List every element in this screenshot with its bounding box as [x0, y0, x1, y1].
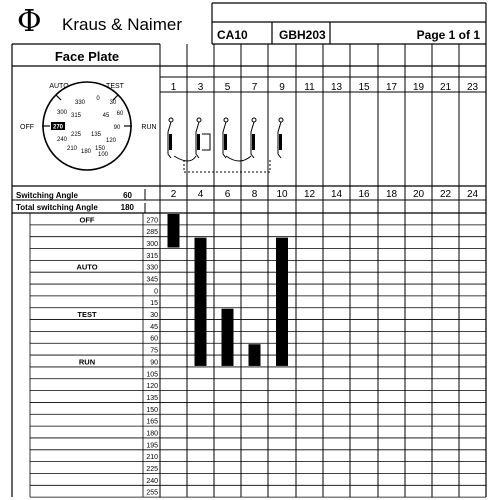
terminal-bottom-2: 2 [170, 189, 177, 200]
terminal-bottom-14: 14 [330, 189, 343, 200]
position-label-off: OFF [79, 215, 95, 225]
position-angle-180: 180 [146, 430, 158, 438]
switching-angle-value: 60 [123, 191, 132, 200]
position-label-auto: AUTO [76, 262, 98, 272]
dial-angle-150: 150 [94, 146, 106, 152]
position-angle-105: 105 [146, 371, 158, 379]
position-label-test: TEST [77, 310, 97, 320]
position-angle-315: 315 [146, 252, 158, 260]
contact-bar-1 [195, 238, 207, 366]
terminal-top-1: 1 [170, 82, 177, 93]
terminal-bottom-20: 20 [412, 189, 425, 200]
face-plate-title: Face Plate [54, 49, 120, 64]
position-angle-45: 45 [150, 323, 158, 331]
header-page: Page 1 of 1 [416, 28, 480, 42]
contact-bar-0 [168, 214, 180, 248]
company-name: Kraus & Naimer [62, 15, 182, 34]
dial-angle-270: 270 [52, 124, 64, 131]
dial-angle-315: 315 [70, 113, 82, 119]
position-label-run: RUN [78, 357, 96, 367]
terminal-bottom-4: 4 [197, 189, 204, 200]
position-angle-15: 15 [150, 300, 158, 308]
position-angle-30: 30 [150, 312, 158, 320]
terminal-top-9: 9 [279, 82, 285, 93]
terminal-bottom-8: 8 [251, 189, 258, 200]
dial-angle-90: 90 [113, 125, 121, 131]
contact-bar-2 [222, 309, 234, 366]
header-code-2: GBH203 [279, 28, 326, 42]
dial-label-run: RUN [141, 124, 157, 131]
position-angle-330: 330 [146, 264, 158, 272]
dial-angle-100: 100 [97, 152, 109, 158]
dial-label-auto: AUTO [49, 83, 69, 90]
terminal-top-7: 7 [251, 82, 258, 93]
dial-angle-135: 135 [90, 132, 102, 138]
terminal-bottom-22: 22 [439, 189, 452, 200]
position-angle-195: 195 [146, 442, 158, 450]
company-logo-symbol: Φ [17, 4, 42, 39]
terminal-top-15: 15 [358, 82, 370, 93]
switching-angle-label: Switching Angle [16, 191, 78, 200]
terminal-bottom-12: 12 [303, 189, 316, 200]
terminal-bottom-10: 10 [276, 189, 288, 200]
terminal-bottom-16: 16 [358, 189, 370, 200]
total-switching-angle-label: Total switching Angle [16, 203, 98, 212]
contact-bar-3 [249, 344, 261, 366]
contact-bar-4 [276, 238, 288, 366]
terminal-top-13: 13 [330, 82, 343, 93]
terminal-top-23: 23 [466, 82, 479, 93]
terminal-top-3: 3 [197, 82, 204, 93]
dial-angle-225: 225 [70, 132, 82, 138]
position-angle-120: 120 [146, 383, 158, 391]
terminal-top-5: 5 [224, 82, 231, 93]
terminal-top-19: 19 [412, 82, 425, 93]
position-angle-225: 225 [146, 465, 158, 473]
position-angle-255: 255 [146, 489, 158, 497]
dial-label-test: TEST [106, 83, 124, 90]
terminal-top-21: 21 [439, 82, 452, 93]
position-angle-150: 150 [146, 406, 158, 414]
dial-angle-0: 0 [96, 96, 100, 102]
position-angle-270: 270 [146, 217, 158, 225]
position-angle-135: 135 [146, 394, 158, 402]
dial-angle-210: 210 [66, 146, 78, 152]
dial-angle-300: 300 [56, 110, 68, 116]
dial-angle-60: 60 [116, 111, 124, 117]
terminal-bottom-6: 6 [224, 189, 231, 200]
position-angle-300: 300 [146, 241, 158, 249]
position-angle-75: 75 [150, 347, 158, 355]
position-angle-90: 90 [150, 359, 158, 367]
position-angle-285: 285 [146, 229, 158, 237]
total-switching-angle-value: 180 [120, 203, 134, 212]
dial-label-off: OFF [20, 124, 34, 131]
position-angle-345: 345 [146, 276, 158, 284]
terminal-top-11: 11 [304, 82, 315, 93]
header-code-1: CA10 [217, 28, 248, 42]
terminal-bottom-18: 18 [385, 189, 398, 200]
terminal-top-17: 17 [385, 82, 398, 93]
dial-angle-180: 180 [80, 149, 92, 155]
position-angle-240: 240 [146, 477, 158, 485]
position-angle-165: 165 [146, 418, 158, 426]
position-angle-60: 60 [150, 335, 158, 343]
position-angle-210: 210 [146, 454, 158, 462]
dial-angle-120: 120 [105, 138, 117, 144]
dial-angle-45: 45 [102, 113, 110, 119]
dial-angle-30: 30 [109, 100, 117, 106]
terminal-bottom-24: 24 [466, 189, 479, 200]
dial-angle-330: 330 [74, 100, 86, 106]
dial-angle-240: 240 [56, 137, 68, 143]
position-angle-0: 0 [154, 288, 158, 296]
